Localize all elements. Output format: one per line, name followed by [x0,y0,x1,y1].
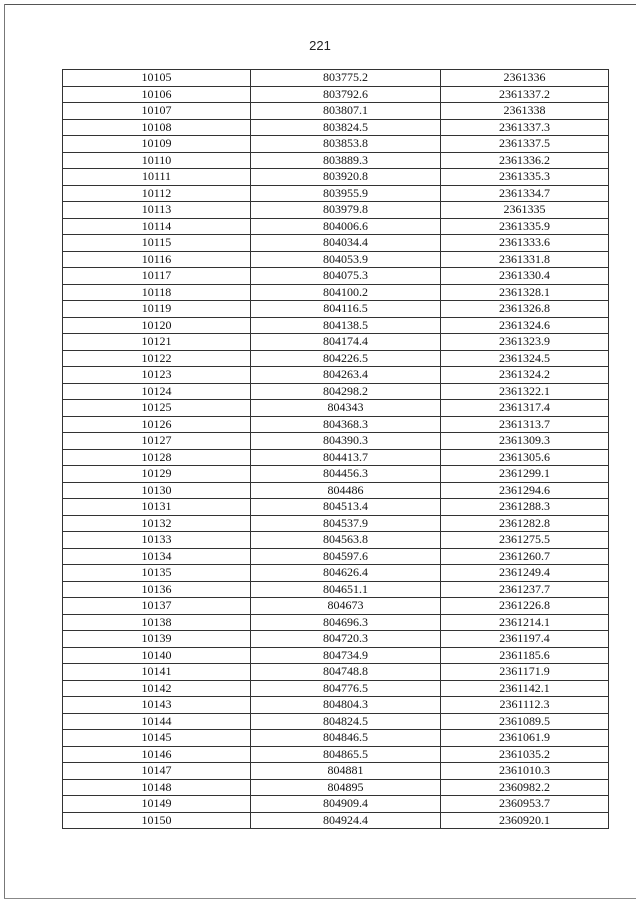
point-id-cell: 10147 [63,763,251,780]
page-number: 221 [309,38,331,53]
table-row [63,251,609,268]
table-row [63,779,609,796]
table-row [63,812,609,829]
point-id-cell: 10134 [63,548,251,565]
x-coordinate-cell: 804456.3 [251,466,441,483]
point-id-cell: 10131 [63,499,251,516]
x-coordinate-cell: 804006.6 [251,218,441,235]
x-coordinate-cell: 804881 [251,763,441,780]
table-row [63,482,609,499]
y-coordinate-cell: 2361197.4 [441,631,609,648]
x-coordinate-cell: 804034.4 [251,235,441,252]
page-edge-top [4,4,636,5]
table-row [63,466,609,483]
y-coordinate-cell: 2361214.1 [441,614,609,631]
y-coordinate-cell: 2361322.1 [441,383,609,400]
point-id-cell: 10139 [63,631,251,648]
table-row [63,763,609,780]
y-coordinate-cell: 2361061.9 [441,730,609,747]
x-coordinate-cell: 804748.8 [251,664,441,681]
y-coordinate-cell: 2361324.2 [441,367,609,384]
x-coordinate-cell: 804413.7 [251,449,441,466]
table-row [63,334,609,351]
table-row [63,152,609,169]
y-coordinate-cell: 2361335.3 [441,169,609,186]
table-row [63,746,609,763]
y-coordinate-cell: 2361338 [441,103,609,120]
point-id-cell: 10135 [63,565,251,582]
table-row [63,119,609,136]
y-coordinate-cell: 2361249.4 [441,565,609,582]
table-row [63,416,609,433]
point-id-cell: 10143 [63,697,251,714]
table-row [63,713,609,730]
table-row [63,565,609,582]
point-id-cell: 10142 [63,680,251,697]
y-coordinate-cell: 2361089.5 [441,713,609,730]
table-row [63,185,609,202]
x-coordinate-cell: 803824.5 [251,119,441,136]
x-coordinate-cell: 804804.3 [251,697,441,714]
table-row [63,796,609,813]
x-coordinate-cell: 804865.5 [251,746,441,763]
table-row [63,350,609,367]
table-row [63,433,609,450]
x-coordinate-cell: 804734.9 [251,647,441,664]
point-id-cell: 10117 [63,268,251,285]
point-id-cell: 10127 [63,433,251,450]
point-id-cell: 10132 [63,515,251,532]
point-id-cell: 10149 [63,796,251,813]
x-coordinate-cell: 804696.3 [251,614,441,631]
point-id-cell: 10126 [63,416,251,433]
x-coordinate-cell: 803979.8 [251,202,441,219]
y-coordinate-cell: 2361260.7 [441,548,609,565]
y-coordinate-cell: 2361317.4 [441,400,609,417]
y-coordinate-cell: 2360982.2 [441,779,609,796]
point-id-cell: 10108 [63,119,251,136]
point-id-cell: 10150 [63,812,251,829]
table-row [63,449,609,466]
x-coordinate-cell: 804563.8 [251,532,441,549]
y-coordinate-cell: 2361309.3 [441,433,609,450]
y-coordinate-cell: 2361324.5 [441,350,609,367]
point-id-cell: 10107 [63,103,251,120]
table-row [63,70,609,87]
y-coordinate-cell: 2361336.2 [441,152,609,169]
x-coordinate-cell: 804824.5 [251,713,441,730]
table-row [63,202,609,219]
point-id-cell: 10111 [63,169,251,186]
table-row [63,268,609,285]
point-id-cell: 10136 [63,581,251,598]
y-coordinate-cell: 2361324.6 [441,317,609,334]
point-id-cell: 10124 [63,383,251,400]
point-id-cell: 10146 [63,746,251,763]
table-row [63,284,609,301]
coordinates-table-body [63,70,609,829]
table-row [63,532,609,549]
y-coordinate-cell: 2361299.1 [441,466,609,483]
point-id-cell: 10138 [63,614,251,631]
y-coordinate-cell: 2360920.1 [441,812,609,829]
y-coordinate-cell: 2361226.8 [441,598,609,615]
y-coordinate-cell: 2361185.6 [441,647,609,664]
coordinates-table [62,69,609,829]
y-coordinate-cell: 2361035.2 [441,746,609,763]
point-id-cell: 10119 [63,301,251,318]
x-coordinate-cell: 803920.8 [251,169,441,186]
x-coordinate-cell: 803775.2 [251,70,441,87]
table-row [63,548,609,565]
x-coordinate-cell: 804075.3 [251,268,441,285]
x-coordinate-cell: 804343 [251,400,441,417]
y-coordinate-cell: 2361335.9 [441,218,609,235]
point-id-cell: 10110 [63,152,251,169]
y-coordinate-cell: 2361330.4 [441,268,609,285]
point-id-cell: 10145 [63,730,251,747]
page-edge-left [4,4,5,899]
point-id-cell: 10115 [63,235,251,252]
table-row [63,614,609,631]
table-row [63,169,609,186]
point-id-cell: 10114 [63,218,251,235]
x-coordinate-cell: 804895 [251,779,441,796]
point-id-cell: 10125 [63,400,251,417]
y-coordinate-cell: 2361333.6 [441,235,609,252]
y-coordinate-cell: 2361305.6 [441,449,609,466]
point-id-cell: 10112 [63,185,251,202]
point-id-cell: 10121 [63,334,251,351]
x-coordinate-cell: 803807.1 [251,103,441,120]
point-id-cell: 10130 [63,482,251,499]
x-coordinate-cell: 804537.9 [251,515,441,532]
point-id-cell: 10123 [63,367,251,384]
y-coordinate-cell: 2361294.6 [441,482,609,499]
point-id-cell: 10116 [63,251,251,268]
y-coordinate-cell: 2361336 [441,70,609,87]
y-coordinate-cell: 2361328.1 [441,284,609,301]
point-id-cell: 10128 [63,449,251,466]
point-id-cell: 10137 [63,598,251,615]
x-coordinate-cell: 804846.5 [251,730,441,747]
y-coordinate-cell: 2361237.7 [441,581,609,598]
y-coordinate-cell: 2361171.9 [441,664,609,681]
x-coordinate-cell: 804909.4 [251,796,441,813]
point-id-cell: 10133 [63,532,251,549]
x-coordinate-cell: 804486 [251,482,441,499]
x-coordinate-cell: 804053.9 [251,251,441,268]
point-id-cell: 10109 [63,136,251,153]
y-coordinate-cell: 2360953.7 [441,796,609,813]
point-id-cell: 10148 [63,779,251,796]
point-id-cell: 10140 [63,647,251,664]
table-row [63,499,609,516]
x-coordinate-cell: 804390.3 [251,433,441,450]
point-id-cell: 10129 [63,466,251,483]
table-row [63,598,609,615]
page-edge-bottom [4,898,636,899]
table-row [63,664,609,681]
x-coordinate-cell: 804673 [251,598,441,615]
x-coordinate-cell: 804116.5 [251,301,441,318]
x-coordinate-cell: 804651.1 [251,581,441,598]
x-coordinate-cell: 804924.4 [251,812,441,829]
point-id-cell: 10141 [63,664,251,681]
y-coordinate-cell: 2361337.5 [441,136,609,153]
x-coordinate-cell: 804597.6 [251,548,441,565]
table-row [63,103,609,120]
table-row [63,581,609,598]
point-id-cell: 10118 [63,284,251,301]
point-id-cell: 10106 [63,86,251,103]
table-row [63,631,609,648]
x-coordinate-cell: 803853.8 [251,136,441,153]
table-row [63,680,609,697]
table-row [63,317,609,334]
y-coordinate-cell: 2361282.8 [441,515,609,532]
table-row [63,367,609,384]
table-row [63,86,609,103]
x-coordinate-cell: 804298.2 [251,383,441,400]
x-coordinate-cell: 804100.2 [251,284,441,301]
x-coordinate-cell: 803955.9 [251,185,441,202]
y-coordinate-cell: 2361323.9 [441,334,609,351]
point-id-cell: 10144 [63,713,251,730]
x-coordinate-cell: 803792.6 [251,86,441,103]
y-coordinate-cell: 2361288.3 [441,499,609,516]
point-id-cell: 10120 [63,317,251,334]
table-row [63,383,609,400]
point-id-cell: 10113 [63,202,251,219]
y-coordinate-cell: 2361337.3 [441,119,609,136]
table-row [63,515,609,532]
y-coordinate-cell: 2361142.1 [441,680,609,697]
y-coordinate-cell: 2361326.8 [441,301,609,318]
x-coordinate-cell: 804226.5 [251,350,441,367]
y-coordinate-cell: 2361334.7 [441,185,609,202]
y-coordinate-cell: 2361337.2 [441,86,609,103]
point-id-cell: 10122 [63,350,251,367]
table-row [63,730,609,747]
y-coordinate-cell: 2361331.8 [441,251,609,268]
x-coordinate-cell: 804626.4 [251,565,441,582]
x-coordinate-cell: 804720.3 [251,631,441,648]
x-coordinate-cell: 803889.3 [251,152,441,169]
x-coordinate-cell: 804174.4 [251,334,441,351]
table-row [63,136,609,153]
table-row [63,647,609,664]
table-row [63,218,609,235]
x-coordinate-cell: 804263.4 [251,367,441,384]
y-coordinate-cell: 2361112.3 [441,697,609,714]
x-coordinate-cell: 804513.4 [251,499,441,516]
x-coordinate-cell: 804138.5 [251,317,441,334]
y-coordinate-cell: 2361010.3 [441,763,609,780]
y-coordinate-cell: 2361313.7 [441,416,609,433]
point-id-cell: 10105 [63,70,251,87]
table-row [63,301,609,318]
table-row [63,400,609,417]
table-row [63,235,609,252]
y-coordinate-cell: 2361335 [441,202,609,219]
table-row [63,697,609,714]
x-coordinate-cell: 804368.3 [251,416,441,433]
y-coordinate-cell: 2361275.5 [441,532,609,549]
x-coordinate-cell: 804776.5 [251,680,441,697]
